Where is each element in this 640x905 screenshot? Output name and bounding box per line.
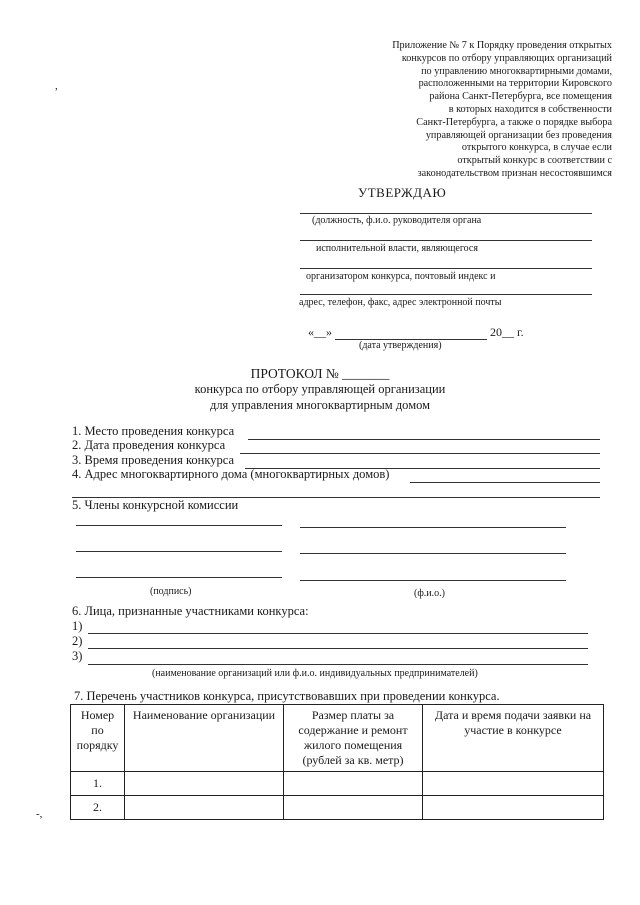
protocol-title: ПРОТОКОЛ № _______: [250, 366, 390, 381]
col-application-time-header: Дата и время подачи заявки на участие в конкурсе: [423, 705, 604, 772]
list-title: 7. Перечень участников конкурса, присутствовавших при проведении конкурса.: [74, 689, 500, 703]
participant-number: 1): [72, 619, 83, 633]
table-header-row: [71, 705, 604, 772]
participant-line[interactable]: [88, 633, 588, 634]
member-name-line[interactable]: [300, 553, 566, 554]
approver-line[interactable]: [300, 268, 592, 269]
participants-table: [70, 704, 604, 820]
approver-hint: исполнительной власти, являющегося: [316, 243, 478, 254]
appendix-line: управляющей организации без проведения: [425, 129, 612, 141]
member-signature-line[interactable]: [76, 551, 282, 552]
protocol-subtitle: конкурса по отбору управляющей организации: [194, 382, 446, 396]
date-month-blank[interactable]: [335, 327, 487, 340]
approval-date: [308, 325, 524, 340]
fee-cell[interactable]: [284, 796, 423, 820]
date-year[interactable]: 20__ г.: [490, 325, 524, 339]
row-number: 2.: [71, 796, 125, 820]
members-label: 5. Члены конкурсной комиссии: [72, 498, 239, 512]
protocol-subtitle: для управления многоквартирным домом: [209, 398, 431, 412]
appendix-line: открытый конкурс в соответствии с: [457, 155, 612, 167]
approver-hint: (должность, ф.и.о. руководителя органа: [312, 215, 482, 226]
approver-line[interactable]: [300, 240, 592, 241]
approver-line[interactable]: [300, 294, 592, 295]
date-day[interactable]: «__»: [308, 325, 332, 339]
table-row: [71, 796, 604, 820]
approver-line[interactable]: [300, 213, 592, 214]
col-number-header: Номер по порядку: [71, 705, 125, 772]
fee-cell[interactable]: [284, 772, 423, 796]
member-signature-line[interactable]: [76, 525, 282, 526]
appendix-line: в которых находится в собственности: [448, 103, 612, 115]
table-row: [71, 772, 604, 796]
signature-hint: (подпись): [150, 586, 192, 597]
participant-number: 2): [72, 634, 83, 648]
member-name-line[interactable]: [300, 580, 566, 581]
date-field[interactable]: [240, 453, 600, 454]
appendix-line: конкурсов по отбору управляющих организаций: [401, 52, 612, 64]
organization-cell[interactable]: [125, 796, 284, 820]
approver-hint: адрес, телефон, факс, адрес электронной почты: [299, 297, 502, 308]
member-signature-line[interactable]: [76, 577, 282, 578]
appendix-line: Санкт-Петербурга, а также о порядке выбора: [416, 116, 612, 128]
address-label: 4. Адрес многоквартирного дома (многоквартирных домов): [72, 467, 390, 481]
col-organization-header: Наименование организации: [125, 705, 284, 772]
appendix-line: Приложение № 7 к Порядку проведения открытых: [392, 40, 612, 51]
appendix-line: расположенными на территории Кировского: [418, 78, 612, 90]
place-label: 1. Место проведения конкурса: [72, 424, 235, 438]
date-label: 2. Дата проведения конкурса: [72, 438, 226, 452]
margin-mark: ,: [55, 80, 58, 92]
participant-hint: (наименование организаций или ф.и.о. индивидуальных предпринимателей): [152, 668, 478, 679]
time-label: 3. Время проведения конкурса: [72, 453, 235, 467]
col-fee-header: Размер платы за содержание и ремонт жилого помещения (рублей за кв. метр): [284, 705, 423, 772]
participants-label: 6. Лица, признанные участниками конкурса:: [72, 604, 309, 618]
place-field[interactable]: [248, 439, 600, 440]
organization-cell[interactable]: [125, 772, 284, 796]
participant-line[interactable]: [88, 664, 588, 665]
name-hint: (ф.и.о.): [414, 588, 445, 599]
appendix-line: по управлению многоквартирными домами,: [421, 65, 612, 77]
participant-number: 3): [72, 649, 83, 663]
appendix-line: законодательством признан несостоявшимся: [417, 167, 612, 179]
date-hint: (дата утверждения): [359, 340, 442, 351]
appendix-note: [362, 40, 612, 181]
approver-hint: организатором конкурса, почтовый индекс и: [306, 271, 496, 282]
row-number: 1.: [71, 772, 125, 796]
participant-line[interactable]: [88, 648, 588, 649]
member-name-line[interactable]: [300, 527, 566, 528]
appendix-line: открытого конкурса, в случае если: [461, 142, 612, 154]
address-field[interactable]: [410, 482, 600, 483]
margin-mark: -,: [36, 808, 43, 820]
application-time-cell[interactable]: [423, 772, 604, 796]
application-time-cell[interactable]: [423, 796, 604, 820]
approval-heading: УТВЕРЖДАЮ: [358, 185, 447, 200]
appendix-line: района Санкт-Петербурга, все помещения: [429, 91, 612, 103]
